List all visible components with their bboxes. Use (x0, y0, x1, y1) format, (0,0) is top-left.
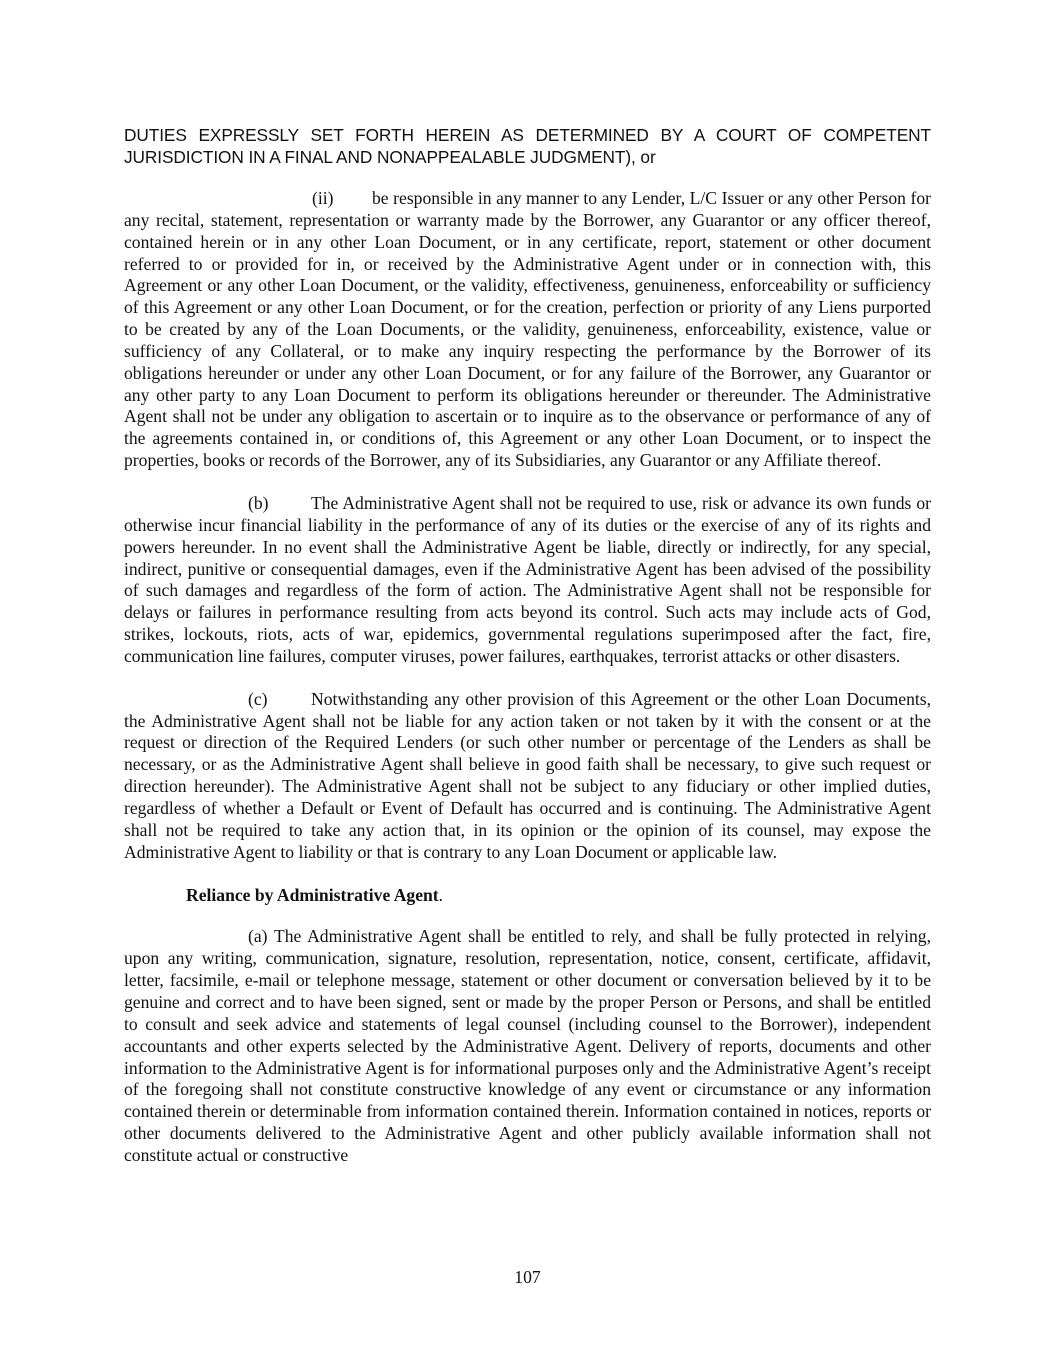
paragraph-b (124, 493, 931, 668)
paragraph-c (124, 689, 931, 864)
paragraph-c-text: Notwithstanding any other provision of this Agreement or the other Loan Documents, the Administrative Agent shall not be liable for any action taken or not taken by it with the consent or at the request or direction of the Required Lenders (or such other number or percentage of the Lenders as shall be necessary, or as the Administrative Agent shall believe in good faith shall be necessary, to give such request or direction hereunder). The Administrative Agent shall not be subject to any fiduciary or other implied duties, regardless of whether a Default or Event of Default has occurred and is continuing. The Administrative Agent shall not be required to take any action that, in its opinion or the opinion of its counsel, may expose the Administrative Agent to liability or that is contrary to any Loan Document or applicable law. (124, 688, 931, 862)
document-page (124, 124, 931, 1188)
page-number: 107 (514, 1267, 541, 1287)
paragraph-b-text: The Administrative Agent shall not be required to use, risk or advance its own funds or otherwise incur financial liability in the performance of any of its duties or the exercise of any of its rights and powers hereunder. In no event shall the Administrative Agent be liable, directly or indirectly, for any special, indirect, punitive or consequential damages, even if the Administrative Agent has been advised of the possibility of such damages and regardless of the form of action. The Administrative Agent shall not be responsible for delays or failures in performance resulting from acts beyond its control. Such acts may include acts of God, strikes, lockouts, riots, acts of war, epidemics, governmental regulations superimposed after the fact, fire, communication line failures, computer viruses, power failures, earthquakes, terrorist attacks or other disasters. (124, 492, 931, 666)
paragraph-ii-number: (ii) (312, 188, 334, 208)
paragraph-ii (124, 188, 931, 472)
paragraph-a (124, 926, 931, 1166)
paragraph-b-number: (b) (248, 492, 269, 513)
section-heading-title: Reliance by Administrative Agent (186, 885, 439, 906)
paragraph-a-text: The Administrative Agent shall be entitled to rely, and shall be fully protected in relying, upon any writing, communication, signature, resolution, representation, notice, consent, certificate, affidavit, letter, facsimile, e-mail or telephone message, statement or other document or conversation believed by it to be genuine and correct and to have been signed, sent or made by the proper Person or Persons, and shall be entitled to consult and seek advice and statements of legal counsel (including counsel to the Borrower), independent accountants and other experts selected by the Administrative Agent. Delivery of reports, documents and other information to the Administrative Agent is for informational purposes only and the Administrative Agent’s receipt of the foregoing shall not constitute constructive knowledge of any event or circumstance or any information contained therein or determinable from information contained therein. Information contained in notices, reports or other documents delivered to the Administrative Agent and other publicly available information shall not constitute actual or constructive (124, 926, 931, 1165)
section-heading-suffix: . (438, 885, 444, 906)
section-heading (186, 884, 931, 906)
continuation-text: DUTIES EXPRESSLY SET FORTH HEREIN AS DETERMINED BY A COURT OF COMPETENT JURISDICTION IN A FINAL AND NONAPPEALABLE JUDGMENT), or (124, 125, 931, 167)
paragraph-c-number: (c) (248, 688, 268, 709)
paragraph-a-number: (a) (248, 926, 268, 947)
paragraph-ii-text: be responsible in any manner to any Lender, L/C Issuer or any other Person for any recital, statement, representation or warranty made by the Borrower, any Guarantor or any officer thereof, contained herein or in any other Loan Document, or in any certificate, report, statement or other document referred to or provided for in, or received by the Administrative Agent under or in connection with, this Agreement or any other Loan Document, or the validity, effectiveness, genuineness, enforceability or sufficiency of this Agreement or any other Loan Document, or for the creation, perfection or priority of any Liens purported to be created by any of the Loan Documents, or the validity, genuineness, enforceability, existence, value or sufficiency of any Collateral, or to make any inquiry respecting the performance by the Borrower of its obligations hereunder or under any other Loan Document, or for any failure of the Borrower, any Guarantor or any other party to any Loan Document to perform its obligations hereunder or thereunder. The Administrative Agent shall not be under any obligation to ascertain or to inquire as to the observance or performance of any of the agreements contained in, or conditions of, this Agreement or any other Loan Document, or to inspect the properties, books or records of the Borrower, any of its Subsidiaries, any Guarantor or any Affiliate thereof. (124, 188, 931, 471)
